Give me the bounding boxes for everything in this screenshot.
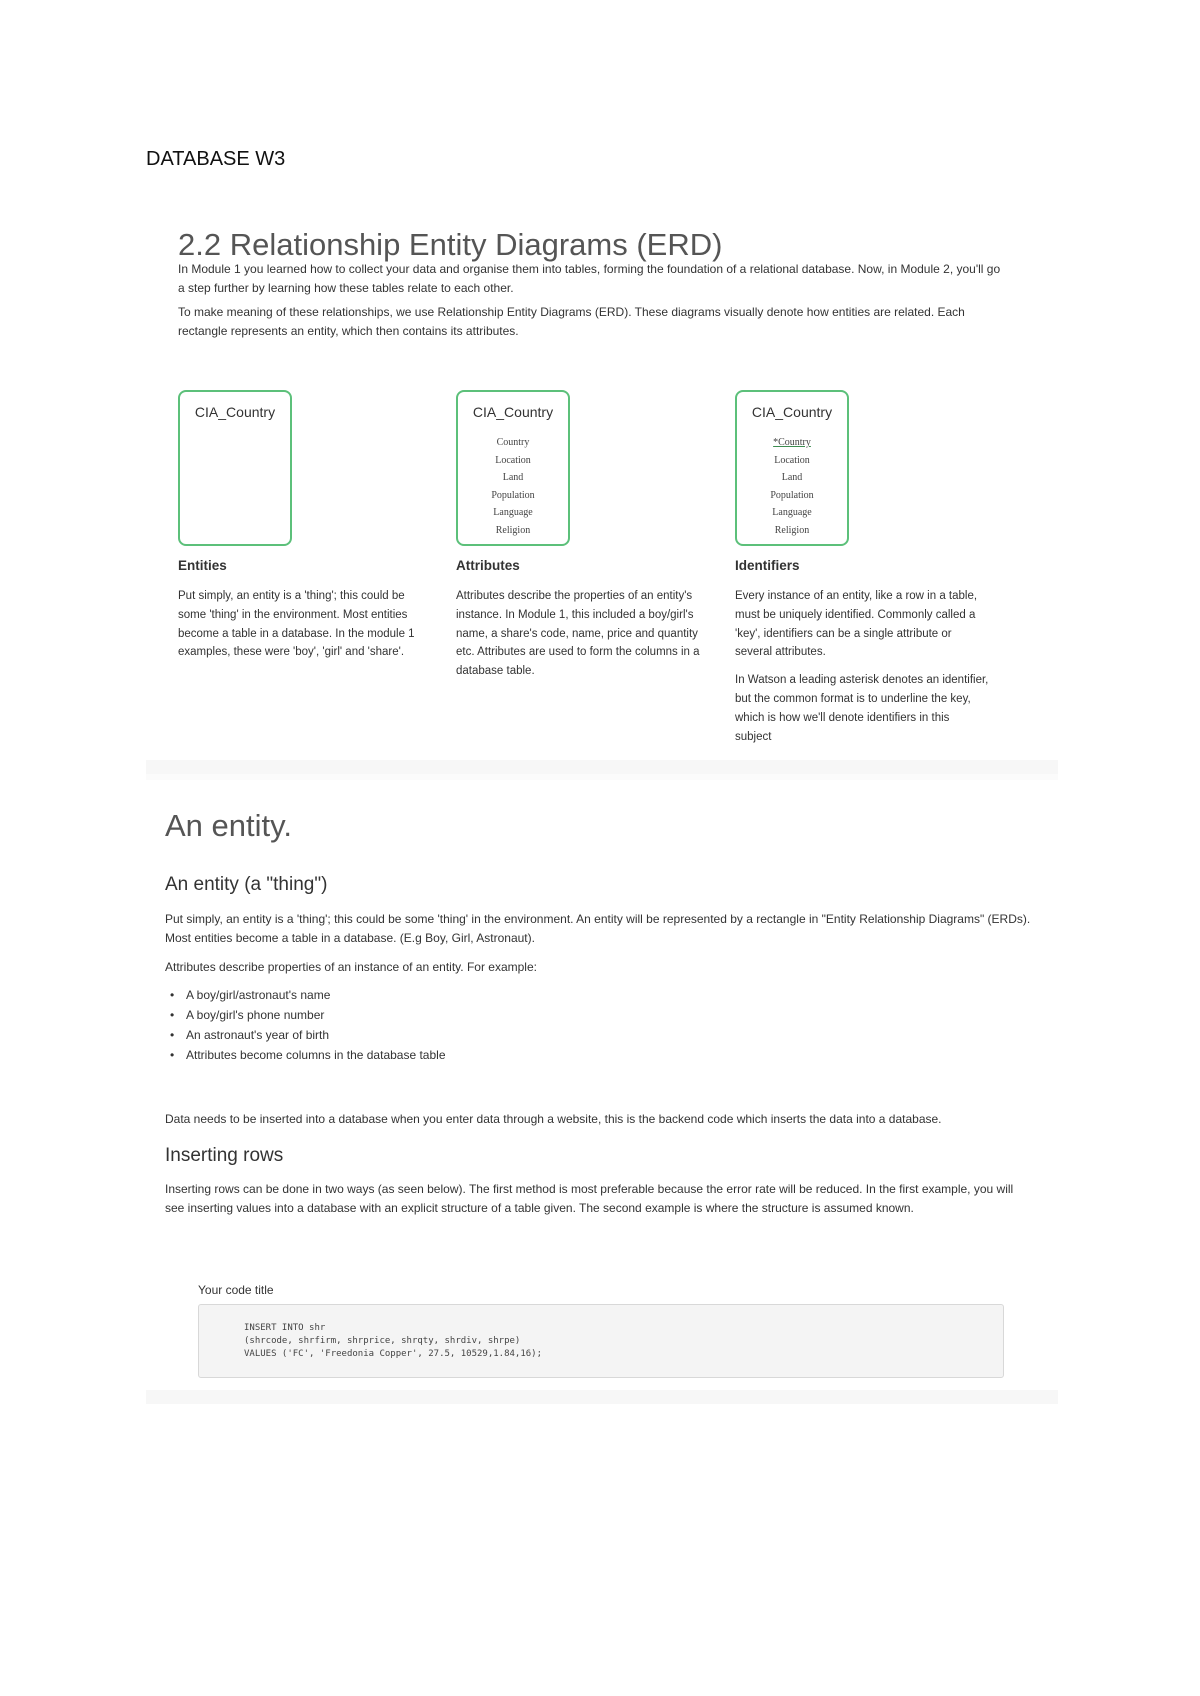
erd-key-attribute: *Country [773,437,811,448]
erd-attribute: Population [770,489,814,501]
erd-entity-box [178,390,292,546]
entity-para-3: Data needs to be inserted into a database when you enter data through a website, this is the backend code which inserts the data into a database. [165,1112,942,1126]
erd-attribute: Language [493,507,533,518]
attributes-column [456,390,722,681]
code-line: (shrcode, shrfirm, shrprice, shrqty, shrdiv, shrpe) [244,1336,521,1346]
attribute-bullet-list [170,985,446,1065]
erd-attribute: Religion [774,524,810,536]
entity-para-2: Attributes describe properties of an instance of an entity. For example: [165,960,537,974]
erd-attribute: Population [491,489,535,501]
inserting-rows-heading: Inserting rows [165,1145,284,1166]
erd-attribute: Location [774,454,810,466]
erd-box-title: CIA_Country [194,404,276,420]
erd-attribute: Language [772,507,812,518]
erd-intro-1: In Module 1 you learned how to collect your data and organise them into tables, forming the foundation of a relational database. Now, in Module 2, you'll go a step further by learning how these tables relate to each other. [178,262,1001,295]
erd-section [146,205,1058,773]
code-line: INSERT INTO shr [244,1323,326,1333]
inserting-rows-para: Inserting rows can be done in two ways (as seen below). The first method is most preferable because the error rate will be reduced. In the first example, you will see inserting values into a database with an explicit structure of a table given. The second example is where the structure is assumed known. [165,1182,1014,1215]
list-item: • A boy/girl/astronaut's name [170,985,446,1005]
document-title: DATABASE W3 [146,148,286,170]
code-title: Your code title [198,1283,274,1297]
erd-box-title: CIA_Country [472,404,554,420]
erd-attributes-box [456,390,570,546]
erd-heading: 2.2 Relationship Entity Diagrams (ERD) [178,227,723,262]
erd-attribute-list [737,434,847,539]
erd-box-title: CIA_Country [751,404,833,420]
section-divider [146,760,1058,774]
list-item: • An astronaut's year of birth [170,1025,446,1045]
identifiers-column [735,390,1001,746]
entity-heading: An entity. [165,808,292,843]
section-divider [146,1390,1058,1404]
erd-attribute: Land [502,472,524,483]
list-item: • Attributes become columns in the database table [170,1045,446,1065]
entity-subheading: An entity (a "thing") [165,874,328,895]
entity-para-1: Put simply, an entity is a 'thing'; this could be some 'thing' in the environment. An entity will be represented by a rectangle in "Entity Relationship Diagrams" (ERDs). Most entities become a table in a database. (E.g Boy, Girl, Astronaut). [165,912,1031,945]
erd-intro-2: To make meaning of these relationships, we use Relationship Entity Diagrams (ERD). These diagrams visually denote how entities are related. Each rectangle represents an entity, which then contains its attributes. [178,305,965,338]
identifiers-text-2: In Watson a leading asterisk denotes an identifier, but the common format is to underline the key, which is how we'll denote identifiers in this subject [735,674,989,743]
attributes-heading: Attributes [456,558,520,573]
code-line: VALUES ('FC', 'Freedonia Copper', 27.5, 10529,1.84,16); [244,1349,543,1359]
identifiers-heading: Identifiers [735,558,800,573]
erd-identifiers-box [735,390,849,546]
erd-attribute: Religion [495,524,531,536]
entities-text: Put simply, an entity is a 'thing'; this could be some 'thing' in the environment. Most entities become a table in a database. In the module 1 examples, these were 'boy', 'girl' and 'share'. [178,590,415,659]
code-block [198,1304,1004,1378]
erd-attribute-list [458,434,568,539]
entities-column [178,390,444,662]
section-divider [146,774,1058,780]
erd-attribute: Country [496,437,530,448]
entities-heading: Entities [178,558,227,573]
attributes-text: Attributes describe the properties of an entity's instance. In Module 1, this included a boy/girl's name, a share's code, name, price and quantity etc. Attributes are used to form the columns in a database table. [456,590,700,678]
erd-attribute: Location [495,454,531,466]
list-item: • A boy/girl's phone number [170,1005,446,1025]
identifiers-text: Every instance of an entity, like a row in a table, must be uniquely identified. Commonly called a 'key', identifiers can be a single attribute or several attributes. [735,590,978,659]
erd-attribute: Land [781,472,803,483]
